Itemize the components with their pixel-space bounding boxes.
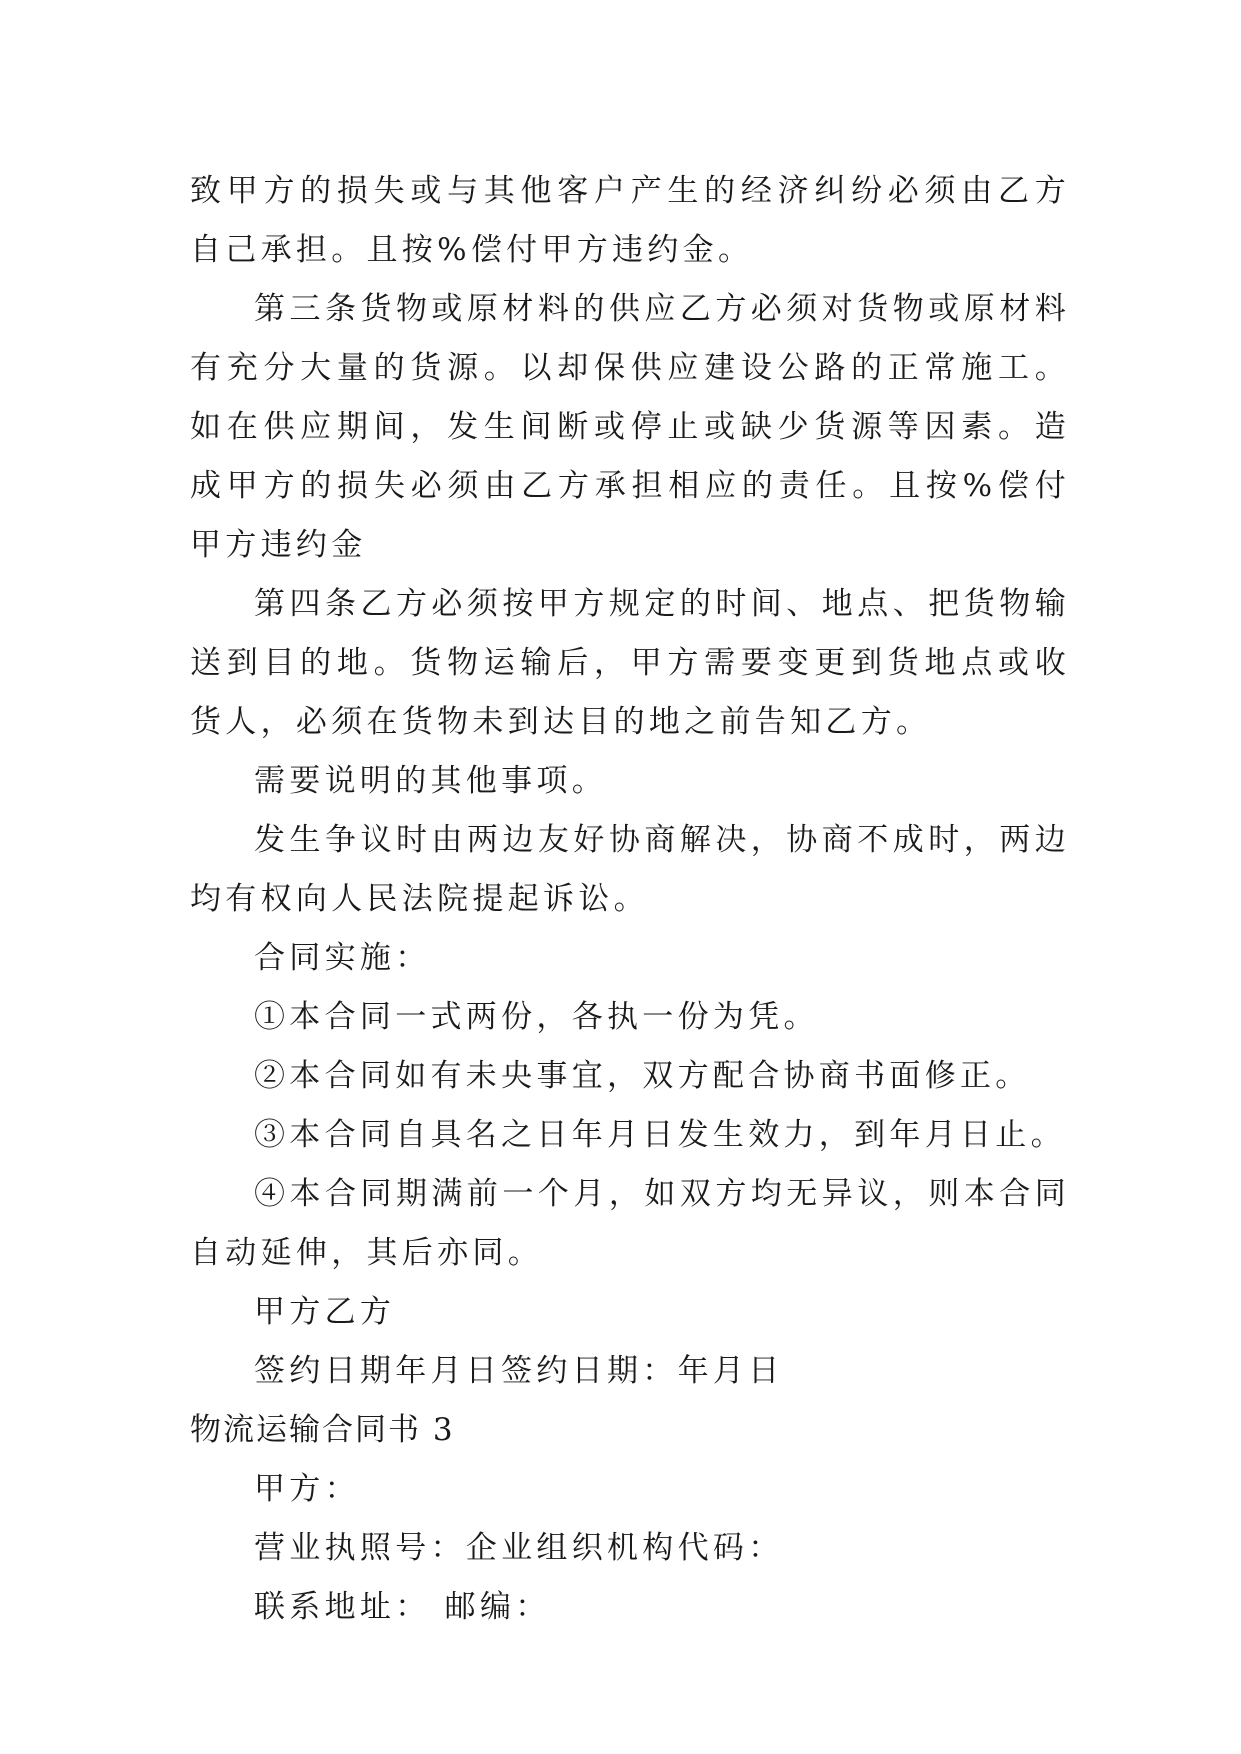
paragraph-party-a: 甲方： (254, 1471, 360, 1507)
paragraph-other-matters: 需要说明的其他事项。 (254, 763, 607, 799)
paragraph-article-4: 第四条乙方必须按甲方规定的时间、地点、把货物输送到目的地。货物运输后，甲方需要变更到货地点或收货人，必须在货物未到达目的地之前告知乙方。 (190, 586, 1070, 740)
paragraph-dispute: 发生争议时由两边友好协商解决，协商不成时，两边均有权向人民法院提起诉讼。 (190, 822, 1070, 917)
paragraph-license: 营业执照号：企业组织机构代码： (254, 1530, 784, 1566)
paragraph-parties: 甲方乙方 (254, 1294, 396, 1330)
paragraph-signing-date: 签约日期年月日签约日期：年月日 (254, 1353, 784, 1389)
paragraph-address: 联系地址： 邮编： (254, 1589, 551, 1625)
paragraph-continuation: 致甲方的损失或与其他客户产生的经济纠纷必须由乙方自己承担。且按%偿付甲方违约金。 (190, 173, 1070, 268)
document-body (190, 162, 1070, 1637)
paragraph-clause-4: ④本合同期满前一个月，如双方均无异议，则本合同自动延伸，其后亦同。 (190, 1176, 1070, 1271)
section-title: 物流运输合同书 3 (190, 1412, 455, 1448)
paragraph-implementation-heading: 合同实施： (254, 940, 431, 976)
paragraph-clause-2: ②本合同如有未央事宜，双方配合协商书面修正。 (254, 1058, 1031, 1094)
paragraph-clause-1: ①本合同一式两份，各执一份为凭。 (254, 999, 819, 1035)
paragraph-article-3: 第三条货物或原材料的供应乙方必须对货物或原材料有充分大量的货源。以却保供应建设公路的正常施工。如在供应期间，发生间断或停止或缺少货源等因素。造成甲方的损失必须由乙方承担相应的责任。且按%偿付甲方违约金 (190, 291, 1070, 563)
paragraph-clause-3: ③本合同自具名之日年月日发生效力，到年月日止。 (254, 1117, 1066, 1153)
